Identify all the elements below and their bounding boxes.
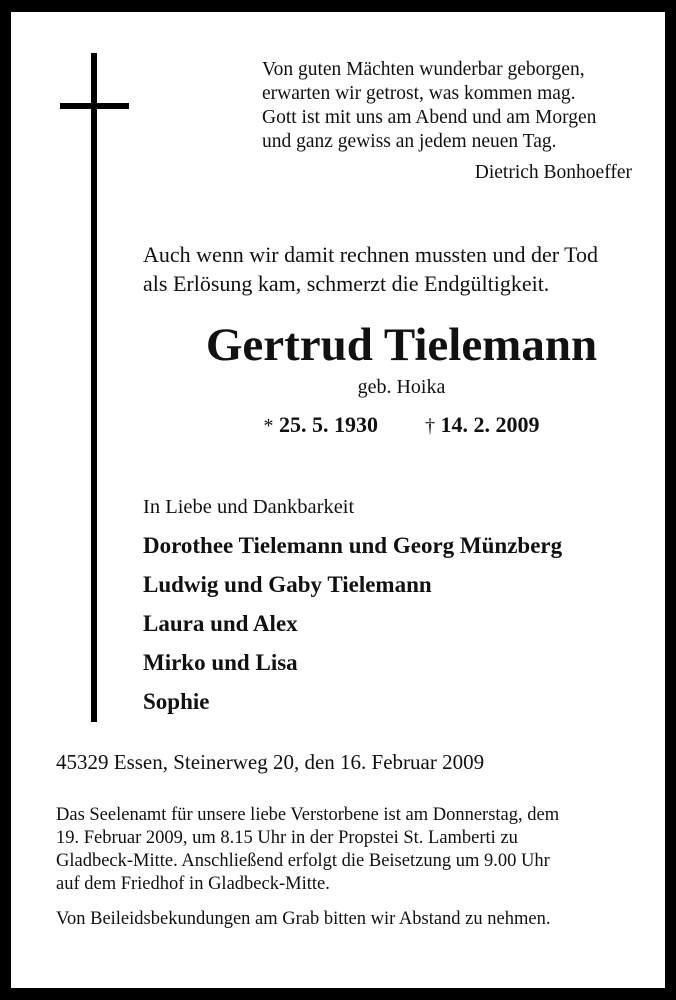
birth-star-icon: * [263,415,274,437]
intro-line: als Erlösung kam, schmerzt die Endgültigkeit. [143,271,550,296]
closing-note: Von Beileidsbekundungen am Grab bitten wir Abstand zu nehmen. [56,909,551,929]
death-dagger-icon: † [425,415,435,437]
bonhoeffer-quote [262,58,596,154]
birth-date: 25. 5. 1930 [279,412,378,437]
mourner: Dorothee Tielemann und Georg Münzberg [143,533,563,558]
quote-author: Dietrich Bonhoeffer [474,162,632,183]
intro-text [143,240,598,298]
mourner: Sophie [143,689,210,714]
mourner: Laura und Alex [143,611,298,636]
life-dates [11,410,665,441]
quote-line: und ganz gewiss an jedem neuen Tag. [262,131,557,152]
mourners-list [143,526,562,721]
quote-line: Von guten Mächten wunderbar geborgen, [262,59,585,80]
service-line: auf dem Friedhof in Gladbeck-Mitte. [56,874,330,894]
quote-line: Gott ist mit uns am Abend und am Morgen [262,107,597,128]
quote-line: erwarten wir getrost, was kommen mag. [262,83,576,104]
service-info [56,804,559,896]
dedication: In Liebe und Dankbarkeit [143,496,355,518]
mourner: Mirko und Lisa [143,650,298,675]
service-line: 19. Februar 2009, um 8.15 Uhr in der Propstei St. Lamberti zu [56,828,518,848]
cross-horizontal-bar [60,103,129,109]
death-date: 14. 2. 2009 [440,412,540,437]
maiden-name: geb. Hoika [357,376,446,398]
intro-line: Auch wenn wir damit rechnen mussten und der Tod [143,242,599,267]
mourner: Ludwig und Gaby Tielemann [143,572,432,597]
address-line: 45329 Essen, Steinerweg 20, den 16. Februar 2009 [56,750,485,774]
service-line: Das Seelenamt für unsere liebe Verstorbene ist am Donnerstag, dem [56,805,560,825]
service-line: Gladbeck-Mitte. Anschließend erfolgt die Beisetzung um 9.00 Uhr [56,851,550,871]
deceased-name: Gertrud Tielemann [205,319,598,371]
obituary-notice [11,12,665,988]
